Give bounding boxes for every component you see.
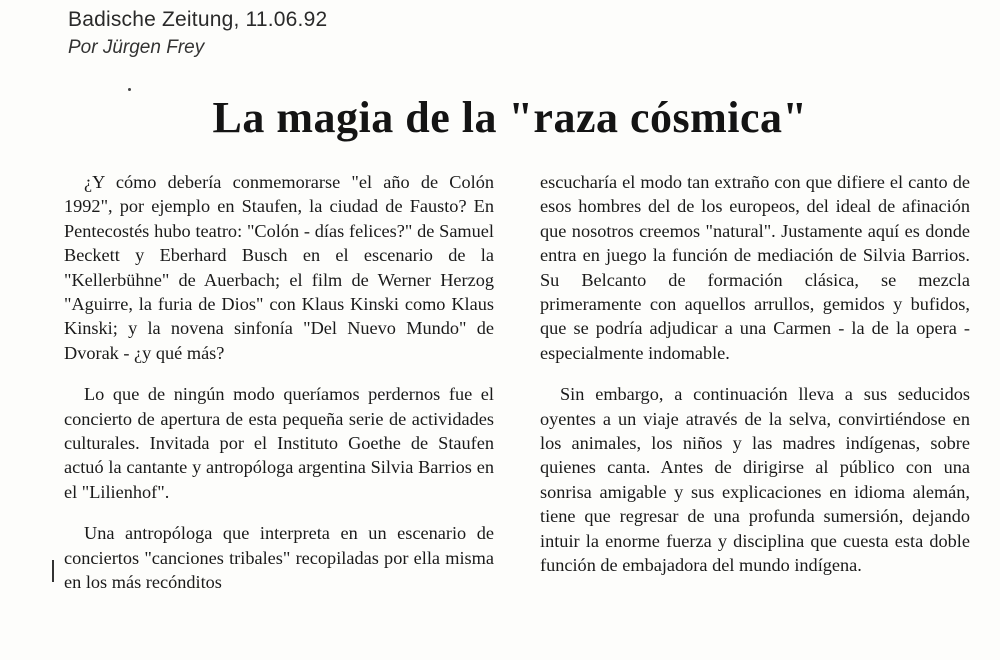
paragraph-2: Lo que de ningún modo queríamos perdernos fue el concierto de apertura de esta pequeña serie de actividades culturales. Invitada por el Instituto Goethe de Staufen actuó la cantante y antropóloga argentina Silvia Barrios en el "Lilienhof". [64,384,494,502]
paragraph-1: ¿Y cómo debería conmemorarse "el año de Colón 1992", por ejemplo en Staufen, la ciudad de Fausto? En Pentecostés hubo teatro: "Colón - días felices?" de Samuel Beckett y Eberhard Busch en el escenario de la "Kellerbühne" de Auerbach; el film de Werner Herzog "Aguirre, la furia de Dios" con Klaus Kinski como Klaus Kinski; y la novena sinfonía "Del Nuevo Mundo" de Dvorak - ¿y qué más? [64,172,494,363]
print-speck [128,88,131,91]
article-title: La magia de la "raza cósmica" [212,93,808,142]
paragraph-3: Una antropóloga que interpreta en un escenario de conciertos "canciones tribales" recopiladas por ella misma en los más recónditos [64,523,494,593]
newspaper-source: Badische Zeitung, 11.06.92 [68,8,328,31]
margin-mark [52,560,54,582]
paragraph-4: escucharía el modo tan extraño con que difiere el canto de esos hombres del de los europeos, del ideal de afinación que nosotros creemos "natural". Justamente aquí es donde entra en juego la función de mediación de Silvia Barrios. Su Belcanto de formación clásica, se mezcla primeramente con aquellos arrullos, gemidos y bufidos, que se podría adjudicar a una Carmen - la de la opera - especialmente indomable. [540,172,970,363]
author-byline: Por Jürgen Frey [68,37,205,58]
right-column [540,170,970,595]
paragraph-5: Sin embargo, a continuación lleva a sus seducidos oyentes a un viaje através de la selva, convirtiéndose en los animales, los niños y las madres indígenas, sobre quienes canta. Antes de dirigirse al público con una sonrisa amigable y sus explicaciones en idioma alemán, tiene que regresar de una profunda sumersión, dejando intuir la enorme fuerza y disciplina que cuesta esta doble función de embajadora del mundo indígena. [540,384,970,576]
left-column [64,170,494,612]
